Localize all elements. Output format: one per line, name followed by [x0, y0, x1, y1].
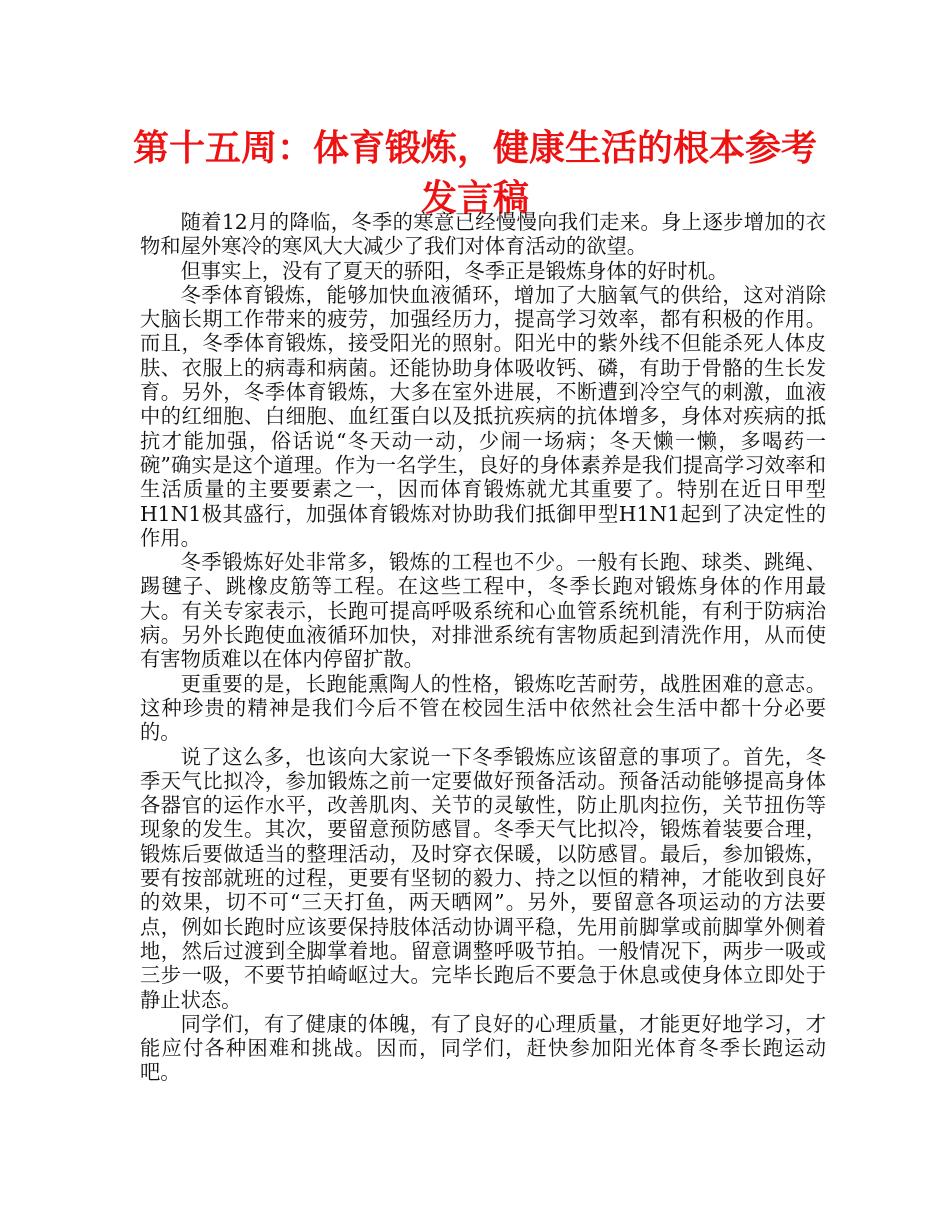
paragraph: 说了这么多，也该向大家说一下冬季锻炼应该留意的事项了。首先，冬季天气比拟冷，参加锻炼之前一定要做好预备活动。预备活动能够提高身体各器官的运作水平，改善肌肉、关节的灵敏性，防止肌肉拉伤，关节扭伤等现象的发生。其次，要留意预防感冒。冬季天气比拟冷，锻炼着装要合理，锻炼后要做适当的整理活动，及时穿衣保暖，以防感冒。最后，参加锻炼，要有按部就班的过程，更要有坚韧的毅力、持之以恒的精神，才能收到良好的效果，切不可“三天打鱼，两天晒网”。另外，要留意各项运动的方法要点，例如长跑时应该要保持肢体活动协调平稳，先用前脚掌或前脚掌外侧着地，然后过渡到全脚掌着地。留意调整呼吸节拍。一般情况下，两步一吸或三步一吸，不要节拍崎岖过大。完毕长跑后不要急于休息或使身体立即处于静止状态。: [140, 744, 826, 1012]
paragraph: 冬季体育锻炼，能够加快血液循环，增加了大脑氧气的供给，这对消除大脑长期工作带来的疲劳，加强经历力，提高学习效率，都有积极的作用。而且，冬季体育锻炼，接受阳光的照射。阳光中的紫外线不但能杀死人体皮肤、衣服上的病毒和病菌。还能协助身体吸收钙、磷，有助于骨骼的生长发育。另外，冬季体育锻炼，大多在室外进展，不断遭到冷空气的刺激，血液中的红细胞、白细胞、血红蛋白以及抵抗疾病的抗体增多，身体对疾病的抵抗才能加强，俗话说“冬天动一动，少闹一场病；冬天懒一懒，多喝药一碗”确实是这个道理。作为一名学生，良好的身体素养是我们提高学习效率和生活质量的主要要素之一，因而体育锻炼就尤其重要了。特别在近日甲型H1N1极其盛行，加强体育锻炼对协助我们抵御甲型H1N1起到了决定性的作用。: [140, 282, 826, 550]
paragraph: 随着12月的降临，冬季的寒意已经慢慢向我们走来。身上逐步增加的衣物和屋外寒冷的寒风大大减少了我们对体育活动的欲望。: [140, 210, 826, 259]
paragraph: 冬季锻炼好处非常多，锻炼的工程也不少。一般有长跑、球类、跳绳、踢毽子、跳橡皮筋等工程。在这些工程中，冬季长跑对锻炼身体的作用最大。有关专家表示，长跑可提高呼吸系统和心血管系统机能，有利于防病治病。另外长跑使血液循环加快，对排泄系统有害物质起到清洗作用，从而使有害物质难以在体内停留扩散。: [140, 550, 826, 672]
document-title: 第十五周：体育锻炼，健康生活的根本参考发言稿: [132, 128, 817, 219]
paragraph: 更重要的是，长跑能熏陶人的性格，锻炼吃苦耐劳，战胜困难的意志。这种珍贵的精神是我们今后不管在校园生活中依然社会生活中都十分必要的。: [140, 671, 826, 745]
document-body: [140, 210, 826, 1085]
paragraph: 但事实上，没有了夏天的骄阳，冬季正是锻炼身体的好时机。: [180, 258, 729, 283]
paragraph: 同学们，有了健康的体魄，有了良好的心理质量，才能更好地学习，才能应付各种困难和挑战。因而，同学们，赶快参加阳光体育冬季长跑运动吧。: [140, 1011, 826, 1085]
